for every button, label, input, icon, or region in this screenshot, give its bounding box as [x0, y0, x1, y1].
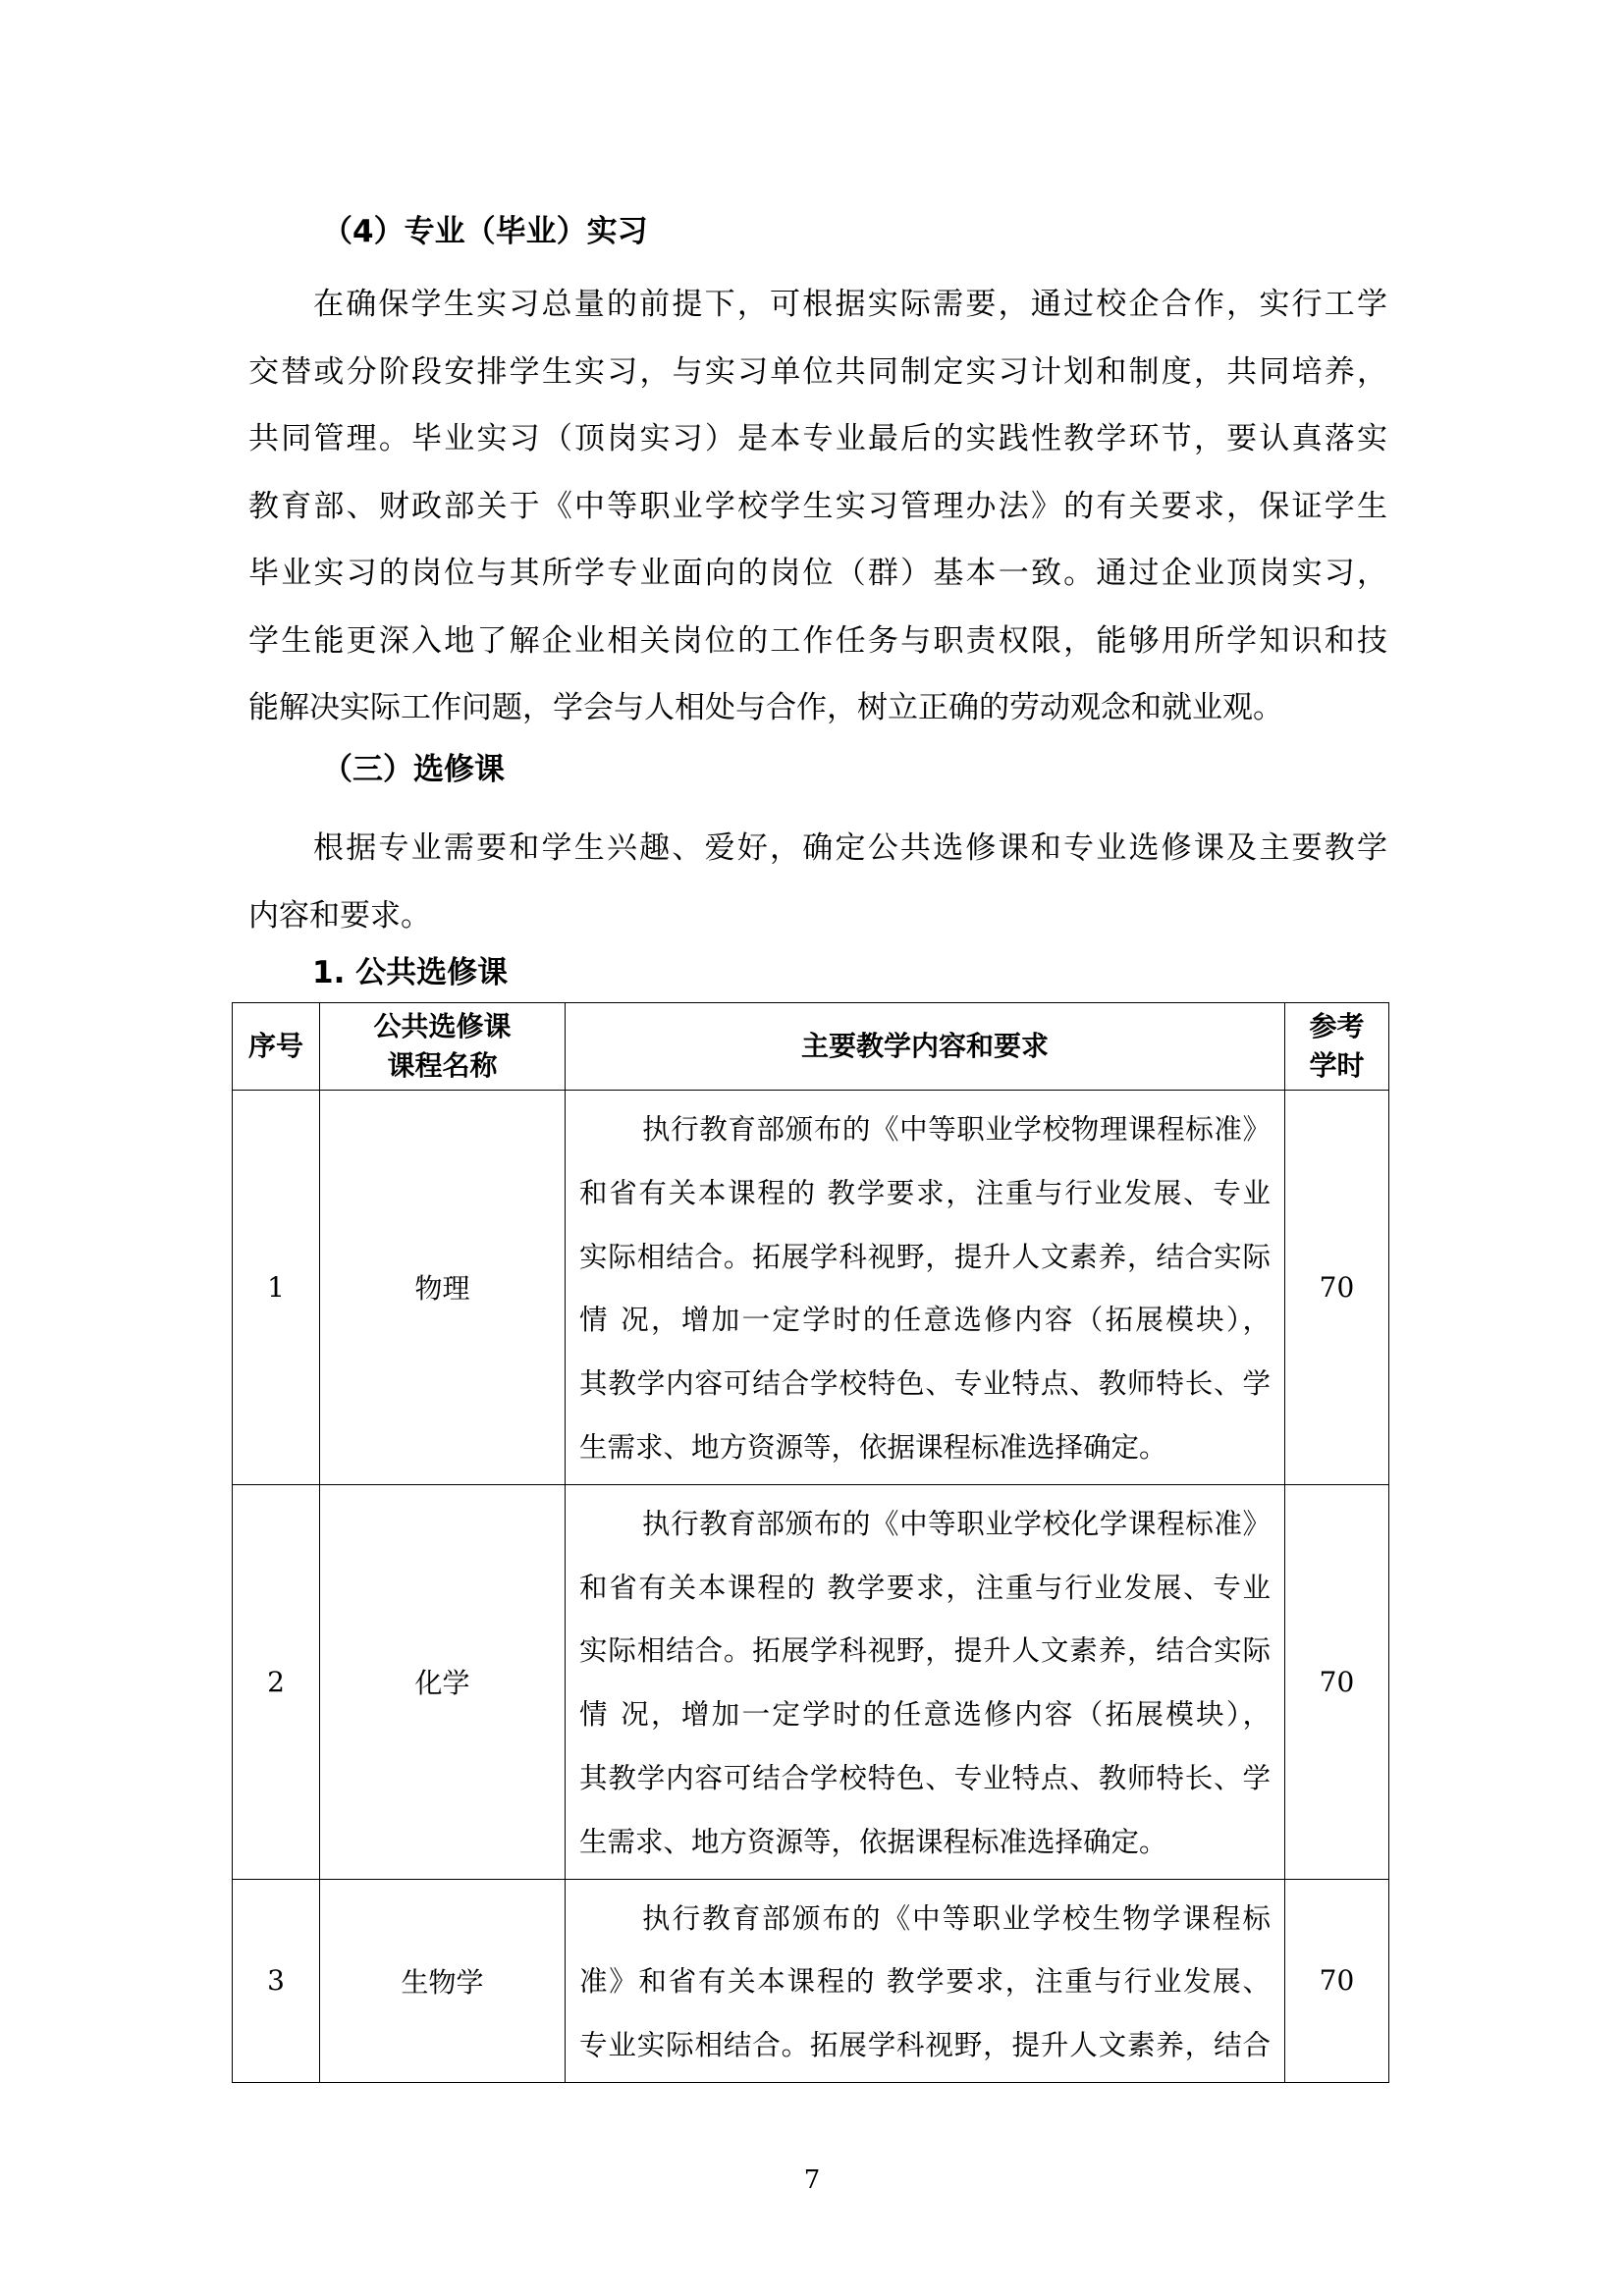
content-line: 其教学内容可结合学校特色、专业特点、教师特长、学 — [579, 1761, 1271, 1794]
content-line: 生需求、地方资源等，依据课程标准选择确定。 — [579, 1430, 1167, 1464]
row-content — [566, 1091, 1285, 1485]
paragraph-line: 教育部、财政部关于《中等职业学校学生实习管理办法》的有关要求，保证学生 — [248, 488, 1387, 524]
row-index: 3 — [233, 1879, 320, 2082]
header-hours-line: 学时 — [1309, 1049, 1365, 1082]
row-course-name: 化学 — [320, 1484, 566, 1879]
row-content — [566, 1484, 1285, 1879]
content-line: 执行教育部颁布的《中等职业学校生物学课程标 — [642, 1901, 1271, 1935]
content-line: 情 况，增加一定学时的任意选修内容（拓展模块）， — [579, 1304, 1271, 1337]
paragraph-line: 共同管理。毕业实习（顶岗实习）是本专业最后的实践性教学环节，要认真落实 — [248, 421, 1387, 456]
table-row — [233, 1484, 1389, 1879]
content-line: 生需求、地方资源等，依据课程标准选择确定。 — [579, 1825, 1167, 1858]
row-hours: 70 — [1285, 1484, 1389, 1879]
table-row — [233, 1091, 1389, 1485]
content-line: 执行教育部颁布的《中等职业学校化学课程标准》 — [642, 1507, 1271, 1540]
row-index: 2 — [233, 1484, 320, 1879]
paragraph-line: 毕业实习的岗位与其所学专业面向的岗位（群）基本一致。通过企业顶岗实习， — [248, 556, 1387, 591]
content-line: 实际相结合。拓展学科视野，提升人文素养，结合实际 — [579, 1634, 1271, 1668]
table-row — [233, 1879, 1389, 2082]
electives-paragraph — [248, 815, 1387, 949]
content-line: 实际相结合。拓展学科视野，提升人文素养，结合实际 — [579, 1240, 1271, 1273]
paragraph-line: 能解决实际工作问题，学会与人相处与合作，树立正确的劳动观念和就业观。 — [248, 690, 1283, 725]
row-course-name: 生物学 — [320, 1879, 566, 2082]
row-hours: 70 — [1285, 1091, 1389, 1485]
header-content: 主要教学内容和要求 — [566, 1003, 1285, 1091]
header-course-name — [320, 1003, 566, 1091]
paragraph-line: 根据专业需要和学生兴趣、爱好，确定公共选修课和专业选修课及主要教学 — [313, 830, 1387, 866]
paragraph-line: 交替或分阶段安排学生实习，与实习单位共同制定实习计划和制度，共同培养， — [248, 353, 1387, 390]
content-line: 情 况，增加一定学时的任意选修内容（拓展模块）， — [579, 1698, 1271, 1732]
content-line: 准》和省有关本课程的 教学要求，注重与行业发展、 — [579, 1965, 1271, 1999]
public-electives-table — [232, 1002, 1389, 2083]
row-index: 1 — [233, 1091, 320, 1485]
header-course-name-line: 课程名称 — [387, 1049, 498, 1082]
content-line: 和省有关本课程的 教学要求，注重与行业发展、专业 — [579, 1571, 1271, 1604]
header-hours-line: 参考 — [1309, 1010, 1365, 1042]
content-line: 其教学内容可结合学校特色、专业特点、教师特长、学 — [579, 1367, 1271, 1401]
row-content — [566, 1879, 1285, 2082]
electives-heading: （三）选修课 — [322, 752, 505, 787]
internship-paragraph — [248, 271, 1387, 742]
header-index: 序号 — [233, 1003, 320, 1091]
table-header-row — [233, 1003, 1389, 1091]
page-number: 7 — [803, 2165, 821, 2195]
content-line: 和省有关本课程的 教学要求，注重与行业发展、专业 — [579, 1176, 1271, 1209]
content-line: 执行教育部颁布的《中等职业学校物理课程标准》 — [642, 1113, 1271, 1146]
header-hours — [1285, 1003, 1389, 1091]
row-course-name: 物理 — [320, 1091, 566, 1485]
header-course-name-line: 公共选修课 — [373, 1010, 512, 1042]
public-electives-subheading: 1. 公共选修课 — [312, 955, 509, 990]
internship-heading: （4）专业（毕业）实习 — [322, 214, 648, 249]
content-line: 专业实际相结合。拓展学科视野，提升人文素养，结合 — [579, 2029, 1271, 2062]
paragraph-line: 内容和要求。 — [248, 897, 431, 934]
row-hours: 70 — [1285, 1879, 1389, 2082]
paragraph-line: 学生能更深入地了解企业相关岗位的工作任务与职责权限，能够用所学知识和技 — [248, 622, 1387, 659]
paragraph-line: 在确保学生实习总量的前提下，可根据实际需要，通过校企合作，实行工学 — [313, 287, 1387, 322]
